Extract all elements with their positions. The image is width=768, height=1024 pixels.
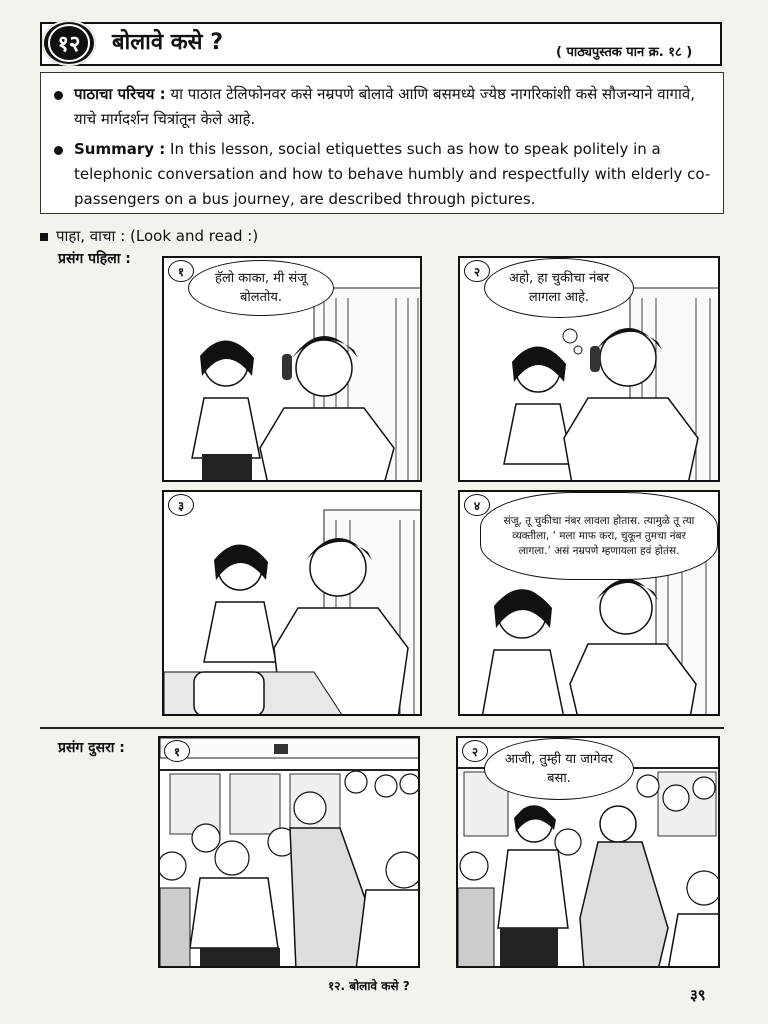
intro-english-label: Summary : <box>74 140 166 158</box>
scene2-label: प्रसंग दुसरा : <box>58 740 125 756</box>
scene1-panel-1 <box>162 256 422 482</box>
footer-lesson-title: १२. बोलावे कसे ? <box>328 979 410 993</box>
bullet-dot-icon <box>54 146 63 155</box>
scene-divider <box>40 727 724 729</box>
boy-hangs-up-illustration <box>164 492 422 716</box>
crowded-bus-illustration <box>160 738 420 968</box>
page-number: ३९ <box>690 986 706 1004</box>
speech-bubble: आजी, तुम्ही या जागेवर बसा. <box>484 738 634 800</box>
panel-number: १ <box>168 260 194 282</box>
square-bullet-icon <box>40 233 48 241</box>
look-and-read-text: पाहा, वाचा : (Look and read :) <box>56 227 259 245</box>
panel-number: २ <box>462 740 488 762</box>
lesson-number: १२ <box>48 24 91 62</box>
panel-number: २ <box>464 260 490 282</box>
panel-number: ३ <box>168 494 194 516</box>
panel-number: १ <box>164 740 190 762</box>
intro-marathi-text: या पाठात टेलिफोनवर कसे नम्रपणे बोलावे आणि बसमध्ये ज्येष्ठ नागरिकांशी कसे सौजन्याने वागावे, याचे मार्गदर्शन चित्रांतून केले आहे. <box>74 85 695 128</box>
scene1-label: प्रसंग पहिला : <box>58 251 131 267</box>
scene2-panel-2 <box>456 736 720 968</box>
look-and-read-heading <box>40 226 258 246</box>
panel-number: ४ <box>464 494 490 516</box>
speech-bubble: हॅलो काका, मी संजू बोलतोय. <box>188 260 334 316</box>
scene1-panel-3 <box>162 490 422 716</box>
scene1-panel-2 <box>458 256 720 482</box>
scene2-panel-1 <box>158 736 420 968</box>
intro-english-text: In this lesson, social etiquettes such as how to speak politely in a telephonic conversation and how to behave humbly and respectfully with elderly co-passengers on a bus journey, are described through pictures. <box>74 140 711 208</box>
intro-marathi-bullet <box>54 82 714 132</box>
intro-english-bullet <box>54 137 714 212</box>
speech-bubble: अहो, हा चुकीचा नंबर लागला आहे. <box>484 258 634 318</box>
textbook-page-ref: ( पाठ्यपुस्तक पान क्र. १८ ) <box>556 45 693 60</box>
intro-marathi-label: पाठाचा परिचय : <box>74 85 166 103</box>
speech-bubble: संजू, तू चुकीचा नंबर लावला होतास. त्यामुळे तू त्या व्यक्तीला, ‘ मला माफ करा, चुकून तुमचा नंबर लागला.’ असं नम्रपणे म्हणायला हवं होतंस. <box>480 492 718 580</box>
bullet-dot-icon <box>54 91 63 100</box>
lesson-title: बोलावे कसे ? <box>112 30 223 55</box>
scene1-panel-4 <box>458 490 720 716</box>
lesson-number-badge <box>42 20 96 66</box>
